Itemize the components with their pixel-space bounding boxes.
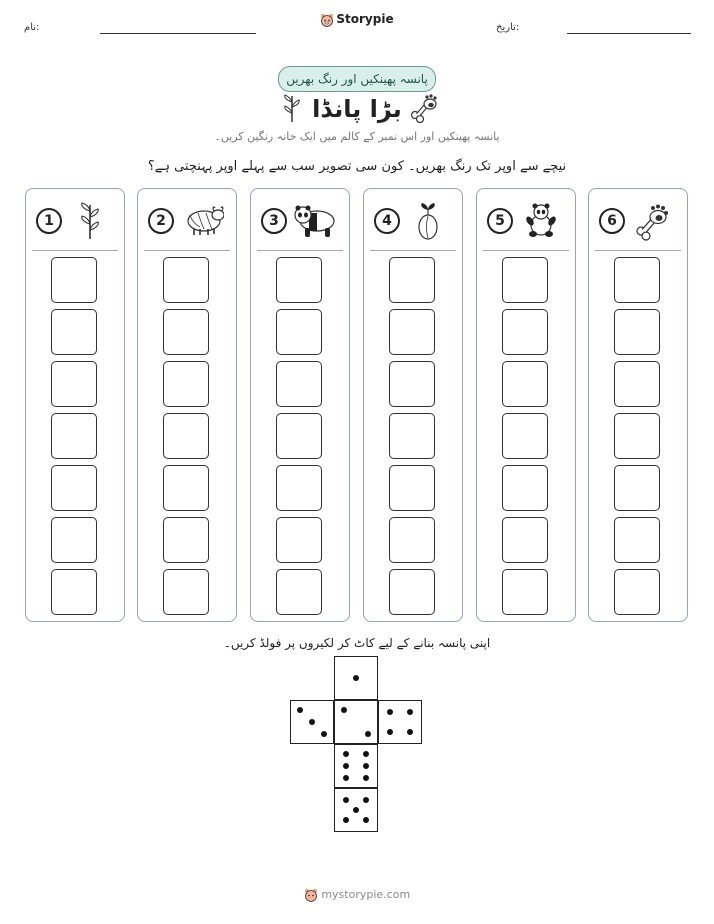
color-box[interactable]: [502, 361, 548, 407]
dice-pip: [363, 775, 369, 781]
name-line[interactable]: [100, 33, 256, 34]
column-divider: [483, 250, 569, 251]
color-box[interactable]: [163, 465, 209, 511]
color-box[interactable]: [502, 257, 548, 303]
dice-pip: [341, 707, 347, 713]
color-box[interactable]: [51, 257, 97, 303]
color-box[interactable]: [51, 361, 97, 407]
color-box[interactable]: [614, 361, 660, 407]
color-box[interactable]: [614, 517, 660, 563]
dice-pip: [407, 709, 413, 715]
storypie-bear-icon: [304, 888, 318, 902]
column-divider: [144, 250, 230, 251]
seed-sprout-icon: [406, 201, 450, 241]
color-box[interactable]: [163, 569, 209, 615]
color-box[interactable]: [614, 413, 660, 459]
dice-pip: [363, 797, 369, 803]
color-box[interactable]: [51, 517, 97, 563]
dice-pip: [343, 763, 349, 769]
color-box[interactable]: [163, 361, 209, 407]
color-box[interactable]: [51, 465, 97, 511]
dice-face-four: [378, 700, 422, 744]
color-box[interactable]: [389, 569, 435, 615]
column-divider: [595, 250, 681, 251]
color-box[interactable]: [614, 569, 660, 615]
dice-face-two: [334, 700, 378, 744]
color-box[interactable]: [389, 361, 435, 407]
color-box[interactable]: [502, 309, 548, 355]
color-box[interactable]: [276, 361, 322, 407]
dice-pip: [343, 775, 349, 781]
footer-url[interactable]: mystorypie.com: [321, 888, 411, 901]
color-box[interactable]: [51, 569, 97, 615]
dice-pip: [343, 797, 349, 803]
column-5: [476, 188, 576, 622]
storypie-bear-icon: [320, 13, 334, 27]
column-number: 2: [148, 208, 174, 234]
dice-face-six: [334, 744, 378, 788]
color-box[interactable]: [51, 309, 97, 355]
column-number: 5: [487, 208, 513, 234]
dice-pip: [387, 709, 393, 715]
column-divider: [32, 250, 118, 251]
dice-face-five: [334, 788, 378, 832]
dice-pip: [297, 707, 303, 713]
color-box[interactable]: [276, 309, 322, 355]
yak-icon: [180, 201, 224, 241]
color-box[interactable]: [276, 257, 322, 303]
color-box[interactable]: [502, 517, 548, 563]
color-box[interactable]: [163, 413, 209, 459]
subtitle: پانسہ پھینکیں اور اس نمبر کے کالم میں ایک خانہ رنگین کریں۔: [214, 130, 500, 143]
color-box[interactable]: [389, 257, 435, 303]
dice-pip: [321, 731, 327, 737]
dice-pip: [365, 731, 371, 737]
column-3: [250, 188, 350, 622]
question: نیچے سے اوپر تک رنگ بھریں۔ کون سی تصویر سب سے پہلے اوپر پہنچتی ہے؟: [147, 159, 567, 174]
name-label: نام:: [24, 22, 40, 33]
dice-pip: [387, 729, 393, 735]
instruction-pill: پانسہ پھینکیں اور رنگ بھریں: [278, 66, 436, 92]
dice-pip: [363, 763, 369, 769]
dice-face-one: [334, 656, 378, 700]
dice-instruction: اپنی پانسہ بنانے کے لیے کاٹ کر لکیروں پر فولڈ کریں۔: [223, 636, 491, 650]
dice-pip: [353, 675, 359, 681]
color-box[interactable]: [389, 413, 435, 459]
panda-walking-icon: [293, 201, 337, 241]
column-4: [363, 188, 463, 622]
dice-pip: [309, 719, 315, 725]
footer: [0, 888, 714, 902]
color-box[interactable]: [276, 517, 322, 563]
color-box[interactable]: [502, 569, 548, 615]
color-box[interactable]: [276, 413, 322, 459]
bamboo-icon: [68, 201, 112, 241]
column-number: 1: [36, 208, 62, 234]
dice-pip: [363, 751, 369, 757]
panda-cub-icon: [519, 201, 563, 241]
brand-name: Storypie: [336, 12, 394, 26]
color-box[interactable]: [614, 465, 660, 511]
color-box[interactable]: [389, 465, 435, 511]
color-box[interactable]: [51, 413, 97, 459]
dice-pip: [363, 817, 369, 823]
color-box[interactable]: [276, 569, 322, 615]
column-number: 3: [261, 208, 287, 234]
column-divider: [257, 250, 343, 251]
color-box[interactable]: [614, 257, 660, 303]
color-box[interactable]: [389, 309, 435, 355]
color-box[interactable]: [276, 465, 322, 511]
brand-logo: [0, 12, 714, 27]
column-divider: [370, 250, 456, 251]
color-box[interactable]: [389, 517, 435, 563]
date-line[interactable]: [567, 33, 691, 34]
color-box[interactable]: [502, 465, 548, 511]
color-box[interactable]: [502, 413, 548, 459]
dice-face-three: [290, 700, 334, 744]
dice-pip: [343, 817, 349, 823]
column-6: [588, 188, 688, 622]
column-number: 4: [374, 208, 400, 234]
color-box[interactable]: [163, 517, 209, 563]
paw-title-icon: [410, 93, 440, 123]
column-number: 6: [599, 208, 625, 234]
dice-pip: [343, 751, 349, 757]
color-box[interactable]: [163, 257, 209, 303]
paw-bone-icon: [631, 201, 675, 241]
page-title: بڑا پانڈا: [312, 95, 402, 123]
dice-pip: [407, 729, 413, 735]
color-box[interactable]: [163, 309, 209, 355]
dice-pip: [353, 807, 359, 813]
color-box[interactable]: [614, 309, 660, 355]
column-2: [137, 188, 237, 622]
date-label: تاریخ:: [496, 22, 520, 33]
column-1: [25, 188, 125, 622]
